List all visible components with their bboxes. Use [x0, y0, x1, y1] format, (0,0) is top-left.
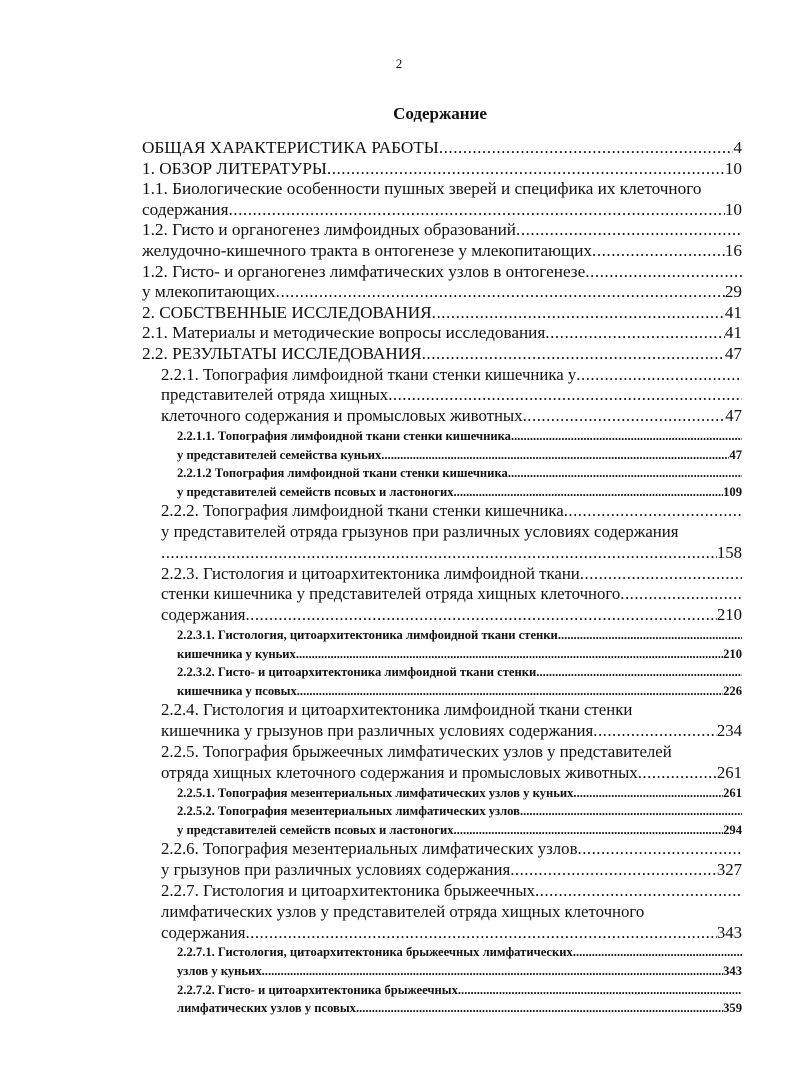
- toc-line: [142, 721, 742, 742]
- dot-leader: [276, 282, 725, 303]
- toc-line: [142, 483, 742, 502]
- toc-entry[interactable]: [142, 344, 742, 365]
- toc-entry[interactable]: [142, 663, 742, 700]
- toc-entry-text: у представителей отряда грызунов при различных условиях содержания: [161, 522, 679, 542]
- dot-leader: [536, 663, 742, 682]
- toc-entry-text: 2. СОБСТВЕННЫЕ ИССЛЕДОВАНИЯ: [142, 302, 432, 322]
- toc-entry[interactable]: [142, 742, 742, 784]
- toc-entry-text: 2.2.2. Топография лимфоидной ткани стенки кишечника: [161, 501, 564, 521]
- toc-entry-text: лимфатических узлов у псовых: [177, 1001, 356, 1016]
- toc-line: [142, 179, 742, 200]
- dot-leader: [356, 999, 723, 1018]
- toc-entry[interactable]: [142, 943, 742, 980]
- toc-page-number: 10: [724, 199, 742, 219]
- dot-leader: [454, 483, 724, 502]
- toc-line: [142, 605, 742, 626]
- toc-entry-text: 1.2. Гисто- и органогенез лимфатических узлов в онтогенезе: [142, 261, 586, 281]
- toc-line: [142, 303, 742, 324]
- dot-leader: [573, 784, 723, 803]
- toc-page-number: 210: [723, 646, 742, 661]
- toc-page-number: 226: [723, 683, 742, 698]
- toc-page-number: 294: [723, 822, 742, 837]
- toc-line: [142, 923, 742, 944]
- dot-leader: [576, 365, 742, 386]
- toc-line: [142, 682, 742, 701]
- toc-entry[interactable]: [142, 220, 742, 261]
- toc-line: [142, 700, 742, 721]
- toc-entry[interactable]: [142, 138, 742, 159]
- dot-leader: [511, 427, 742, 446]
- toc-line: [142, 584, 742, 605]
- toc-entry[interactable]: [142, 501, 742, 563]
- toc-line: [142, 902, 742, 923]
- toc-entry-text: стенки кишечника у представителей отряда хищных клеточного: [161, 584, 621, 604]
- dot-leader: [592, 241, 725, 262]
- toc-entry-text: лимфатических узлов у представителей отряда хищных клеточного: [161, 901, 645, 921]
- dot-leader: [297, 682, 723, 701]
- dot-leader: [327, 159, 725, 180]
- toc-entry-text: 2.2.7. Гистология и цитоархитектоника брыжеечных: [161, 881, 535, 901]
- toc-entry[interactable]: [142, 323, 742, 344]
- toc-page-number: 343: [716, 922, 742, 942]
- toc-entry-text: желудочно-кишечного тракта в онтогенезе у млекопитающих: [142, 240, 593, 260]
- toc-entry-text: кишечника у куньих: [177, 646, 296, 661]
- dot-leader: [229, 200, 725, 221]
- toc-page-number: 41: [724, 323, 742, 343]
- toc-line: [142, 464, 742, 483]
- table-of-contents: [142, 138, 742, 1018]
- toc-page-number: 16: [724, 240, 742, 260]
- toc-page-number: 343: [723, 964, 742, 978]
- toc-line: [142, 564, 742, 585]
- toc-line: [142, 200, 742, 221]
- toc-line: [142, 802, 742, 821]
- toc-entry-text: 2.2. РЕЗУЛЬТАТЫ ИССЛЕДОВАНИЯ: [142, 343, 422, 363]
- toc-line: [142, 323, 742, 344]
- toc-line: [142, 241, 742, 262]
- toc-line: [142, 138, 742, 159]
- dot-leader: [580, 564, 742, 585]
- dot-leader: [508, 464, 742, 483]
- dot-leader: [454, 821, 724, 840]
- toc-entry-text: 1. ОБЗОР ЛИТЕРАТУРЫ: [142, 158, 327, 178]
- toc-page-number: 109: [723, 484, 742, 499]
- toc-entry-text: отряда хищных клеточного содержания и промысловых животных: [161, 762, 638, 782]
- toc-page-number: 4: [733, 138, 742, 157]
- toc-entry-text: 2.2.5. Топография брыжеечных лимфатических узлов у представителей: [161, 742, 672, 762]
- toc-entry-text: у представителей семейств псовых и ластоногих: [177, 822, 454, 837]
- toc-line: [142, 626, 742, 645]
- dot-leader: [535, 881, 742, 902]
- toc-page-number: 261: [716, 762, 742, 782]
- toc-page-number: 41: [724, 302, 742, 322]
- toc-entry-text: у представителей семейства куньих: [177, 447, 382, 462]
- toc-entry[interactable]: [142, 262, 742, 303]
- toc-entry-text: 2.2.7.1. Гистология, цитоархитектоника брыжеечных лимфатических: [177, 945, 573, 960]
- toc-line: [142, 543, 742, 564]
- dot-leader: [245, 923, 716, 944]
- toc-entry-text: ОБЩАЯ ХАРАКТЕРИСТИКА РАБОТЫ: [142, 138, 439, 157]
- toc-entry-text: 2.2.3.1. Гистология, цитоархитектоника лимфоидной ткани стенки: [177, 628, 558, 643]
- toc-entry-text: 2.2.1. Топография лимфоидной ткани стенки кишечника у: [161, 364, 577, 384]
- toc-line: [142, 446, 742, 465]
- toc-entry[interactable]: [142, 981, 742, 1018]
- dot-leader: [578, 839, 743, 860]
- dot-leader: [520, 802, 742, 821]
- dot-leader: [585, 262, 742, 283]
- dot-leader: [439, 138, 734, 159]
- toc-line: [142, 860, 742, 881]
- toc-entry[interactable]: [142, 881, 742, 943]
- toc-entry-text: у грызунов при различных условиях содержания: [161, 860, 511, 880]
- toc-entry-text: содержания: [142, 199, 229, 219]
- toc-line: [142, 344, 742, 365]
- toc-line: [142, 220, 742, 241]
- dot-leader: [620, 584, 742, 605]
- toc-entry[interactable]: [142, 179, 742, 220]
- toc-page-number: 261: [723, 785, 742, 800]
- toc-entry[interactable]: [142, 802, 742, 839]
- toc-page-number: 47: [725, 406, 742, 426]
- toc-page-number: 359: [723, 1001, 742, 1016]
- dot-leader: [523, 406, 726, 427]
- toc-entry-text: содержания: [161, 605, 246, 625]
- dot-leader: [564, 501, 742, 522]
- toc-entry-text: 2.1. Материалы и методические вопросы исследования: [142, 323, 546, 343]
- toc-line: [142, 159, 742, 180]
- toc-page-number: 10: [724, 158, 742, 178]
- toc-entry-text: содержания: [161, 922, 246, 942]
- toc-page-number: 29: [724, 282, 742, 302]
- toc-line: [142, 962, 742, 981]
- toc-line: [142, 784, 742, 803]
- toc-entry[interactable]: [142, 564, 742, 626]
- toc-entry[interactable]: [142, 159, 742, 180]
- toc-page-number: 327: [716, 860, 742, 880]
- dot-leader: [422, 344, 725, 365]
- page-number: 2: [395, 56, 403, 71]
- toc-entry-text: 2.2.4. Гистология и цитоархитектоника лимфоидной ткани стенки: [161, 700, 633, 720]
- toc-entry-text: 2.2.3. Гистология и цитоархитектоника лимфоидной ткани: [161, 563, 580, 583]
- toc-entry-text: клеточного содержания и промысловых животных: [161, 406, 523, 426]
- toc-line: [142, 282, 742, 303]
- dot-leader: [545, 323, 725, 344]
- dot-leader: [262, 962, 723, 981]
- dot-leader: [516, 220, 742, 241]
- toc-entry-text: 2.2.1.2 Топография лимфоидной ткани стенки кишечника: [177, 466, 508, 481]
- toc-entry-text: узлов у куньих: [177, 964, 262, 978]
- dot-leader: [593, 721, 717, 742]
- toc-entry-text: 2.2.7.2. Гисто- и цитоархитектоника брыжеечных: [177, 982, 458, 997]
- toc-line: [142, 406, 742, 427]
- toc-entry[interactable]: [142, 427, 742, 464]
- toc-entry-text: 1.2. Гисто и органогенез лимфоидных образований: [142, 220, 517, 240]
- toc-line: [142, 385, 742, 406]
- toc-line: [142, 821, 742, 840]
- toc-entry-text: 2.2.6. Топография мезентериальных лимфатических узлов: [161, 839, 578, 859]
- toc-line: [142, 645, 742, 664]
- toc-entry-text: у представителей семейств псовых и ластоногих: [177, 484, 454, 499]
- dot-leader: [432, 303, 725, 324]
- toc-line: [142, 839, 742, 860]
- toc-entry[interactable]: [142, 464, 742, 501]
- toc-entry[interactable]: [142, 839, 742, 881]
- toc-line: [142, 501, 742, 522]
- toc-line: [142, 522, 742, 543]
- toc-line: [142, 365, 742, 386]
- toc-page-number: 47: [729, 447, 742, 462]
- toc-entry-text: 2.2.1.1. Топография лимфоидной ткани стенки кишечника: [177, 428, 511, 443]
- toc-line: [142, 999, 742, 1018]
- toc-line: [142, 663, 742, 682]
- toc-entry[interactable]: [142, 626, 742, 663]
- dot-leader: [161, 543, 717, 564]
- toc-entry[interactable]: [142, 365, 742, 427]
- toc-page-number: 47: [724, 343, 742, 363]
- toc-entry-text: 1.1. Биологические особенности пушных зверей и специфика их клеточного: [142, 179, 702, 199]
- dot-leader: [638, 763, 717, 784]
- toc-page-number: 158: [716, 542, 742, 562]
- toc-line: [142, 881, 742, 902]
- toc-entry[interactable]: [142, 700, 742, 742]
- toc-line: [142, 742, 742, 763]
- toc-entry-text: 2.2.5.2. Топография мезентериальных лимфатических узлов: [177, 804, 520, 819]
- toc-entry-text: у млекопитающих: [142, 282, 276, 302]
- dot-leader: [458, 981, 742, 1000]
- toc-entry-text: представителей отряда хищных: [161, 385, 389, 405]
- dot-leader: [296, 645, 723, 664]
- toc-line: [142, 763, 742, 784]
- toc-entry-text: 2.2.3.2. Гисто- и цитоархитектоника лимфоидной ткани стенки: [177, 665, 537, 680]
- toc-page-number: 210: [716, 605, 742, 625]
- page-title: Содержание: [393, 104, 487, 123]
- dot-leader: [558, 626, 742, 645]
- toc-line: [142, 943, 742, 962]
- dot-leader: [573, 943, 742, 962]
- toc-entry-text: 2.2.5.1. Топография мезентериальных лимфатических узлов у куньих: [177, 785, 574, 800]
- dot-leader: [388, 385, 742, 406]
- dot-leader: [245, 605, 716, 626]
- toc-entry-text: кишечника у грызунов при различных условиях содержания: [161, 721, 594, 741]
- toc-page-number: 234: [716, 721, 742, 741]
- toc-entry[interactable]: [142, 784, 742, 803]
- toc-line: [142, 262, 742, 283]
- toc-line: [142, 427, 742, 446]
- dot-leader: [510, 860, 717, 881]
- toc-entry-text: кишечника у псовых: [177, 683, 297, 698]
- toc-line: [142, 981, 742, 1000]
- dot-leader: [381, 446, 729, 465]
- toc-entry[interactable]: [142, 303, 742, 324]
